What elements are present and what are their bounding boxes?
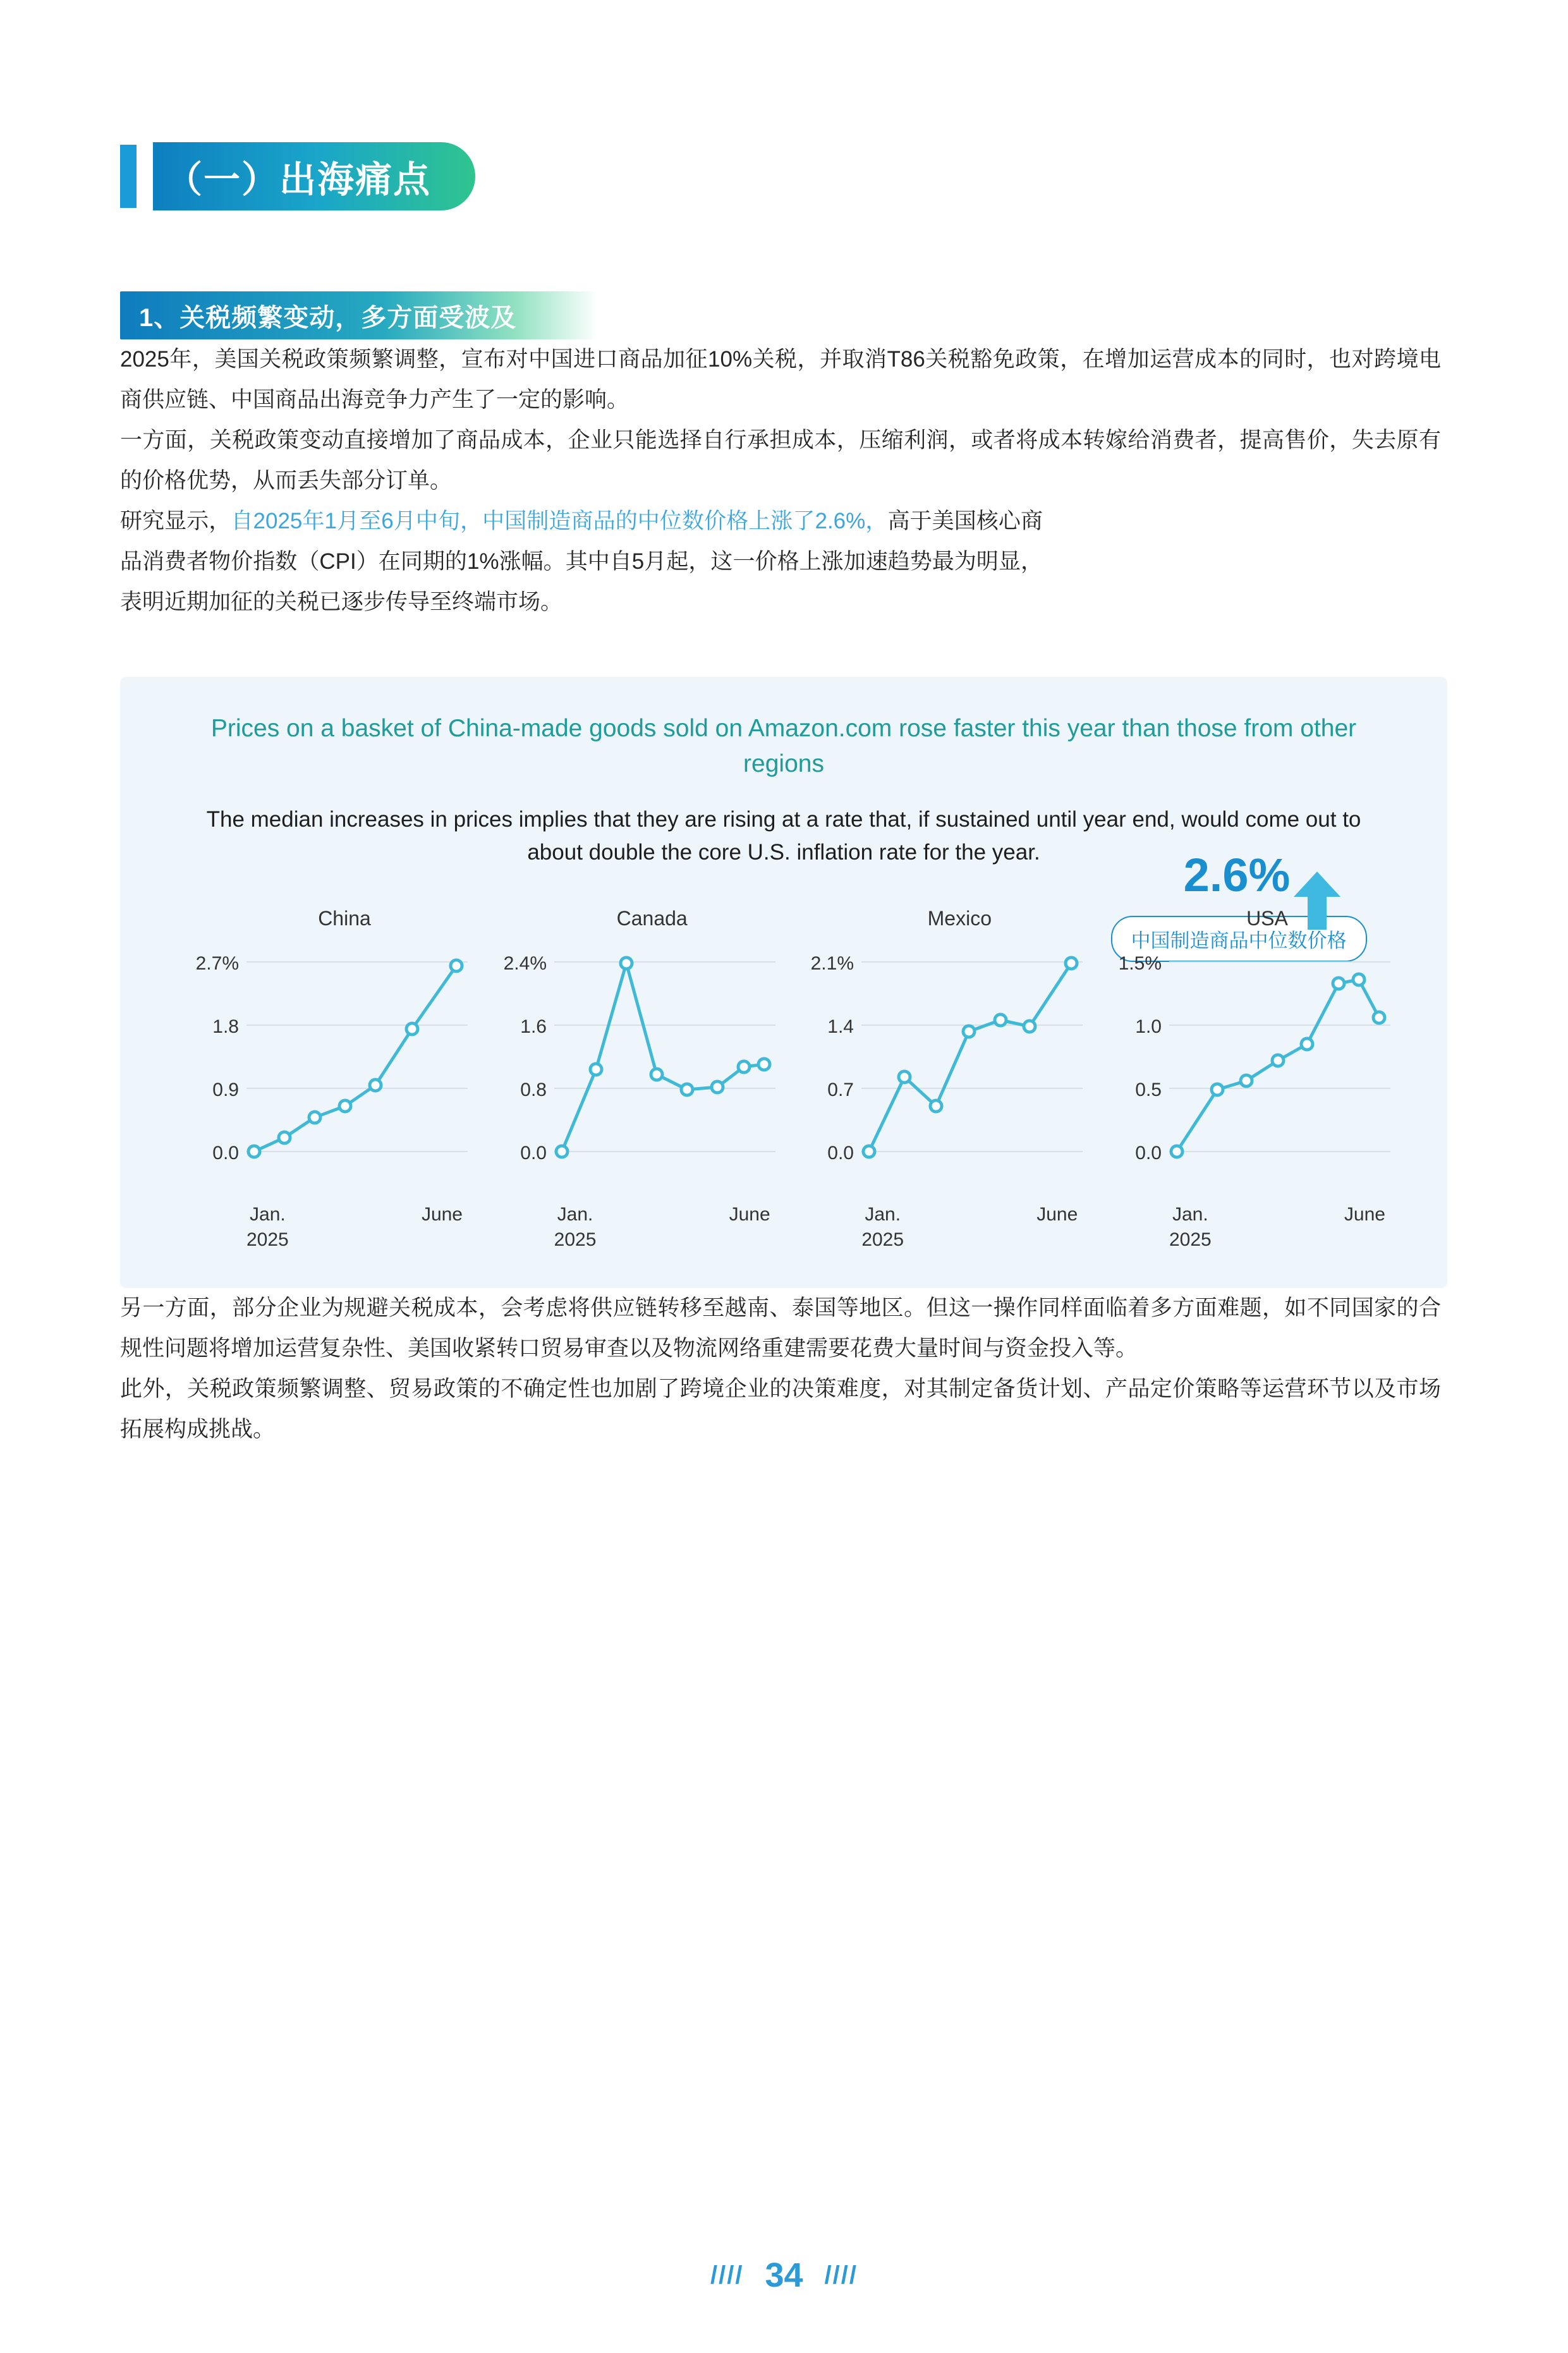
x-axis-end-china: June — [421, 1204, 463, 1225]
paragraph-1: 2025年，美国关税政策频繁调整，宣布对中国进口商品加征10%关税，并取消T86关税豁免政策，在增加运营成本的同时，也对跨境电商供应链、中国商品出海竞争力产生了一定的影响。 — [120, 347, 1441, 412]
paragraph-4: 另一方面，部分企业为规避关税成本，会考虑将供应链转移至越南、泰国等地区。但这一操作同样面临着多方面难题，如不同国家的合规性问题将增加运营复杂性、美国收紧转口贸易审查以及物流网络重建需要花费大量时间与资金投入等。 — [120, 1296, 1441, 1361]
svg-text:2.7%: 2.7% — [195, 953, 239, 974]
paragraph-3-rest: 高于美国核心商品消费者物价指数（CPI）在同期的1%涨幅。其中自5月起，这一价格上涨加速趋势最为明显，表明近期加征的关税已逐步传导至终端市场。 — [120, 509, 1043, 614]
svg-text:0.9: 0.9 — [212, 1079, 239, 1100]
section-header — [120, 136, 1448, 217]
chart-subtitle: The median increases in prices implies that they are rising at a rate that, if sustained until year end, would come out to about double the core U.S. inflation rate for the year. — [206, 807, 1361, 865]
plot-china — [171, 943, 474, 1196]
svg-text:2.1%: 2.1% — [810, 953, 854, 974]
x-axis-start-usa: Jan. 2025 — [1169, 1204, 1212, 1250]
plot-usa — [1093, 943, 1397, 1196]
footer-ornament-right: //// — [824, 2261, 858, 2289]
svg-text:1.6: 1.6 — [520, 1016, 547, 1037]
x-axis-end-usa: June — [1344, 1204, 1385, 1225]
svg-text:0.7: 0.7 — [827, 1079, 854, 1100]
section-title-pill — [153, 142, 475, 210]
chart-cell-china — [171, 907, 474, 1253]
paragraph-5: 此外，关税政策频繁调整、贸易政策的不确定性也加剧了跨境企业的决策难度，对其制定备货计划、产品定价策略等运营环节以及市场拓展构成挑战。 — [120, 1377, 1441, 1442]
svg-text:0.5: 0.5 — [1135, 1079, 1162, 1100]
x-axis-end-mexico: June — [1036, 1204, 1078, 1225]
subsection-header — [120, 291, 599, 339]
x-axis-labels-mexico — [786, 1202, 1089, 1253]
page-number: 34 — [765, 2256, 803, 2294]
paragraph-3-highlight: 自2025年1月至6月中旬，中国制造商品的中位数价格上涨了2.6%， — [231, 509, 888, 533]
chart-cell-usa — [1093, 907, 1397, 1253]
page-footer — [0, 2256, 1568, 2295]
svg-text:0.8: 0.8 — [520, 1079, 547, 1100]
stat-value-row — [1062, 844, 1416, 907]
chart-grid — [171, 907, 1397, 1253]
plot-mexico — [786, 943, 1089, 1196]
paragraph-3-lead: 研究显示， — [120, 509, 231, 533]
x-axis-labels-china — [171, 1202, 474, 1253]
svg-text:0.0: 0.0 — [1135, 1143, 1162, 1164]
subsection-title: 1、关税频繁变动，多方面受波及 — [139, 303, 517, 332]
svg-text:1.8: 1.8 — [212, 1016, 239, 1037]
paragraph-3 — [120, 501, 1043, 623]
chart-panel — [120, 677, 1447, 1288]
svg-text:2.4%: 2.4% — [503, 953, 547, 974]
chart-cell-title-china: China — [318, 907, 371, 930]
x-axis-start-china: Jan. 2025 — [246, 1204, 289, 1250]
stat-badge: 中国制造商品中位数价格 — [1111, 916, 1367, 962]
document-page — [0, 136, 1568, 2353]
section-title: （一）出海痛点 — [166, 159, 432, 200]
stat-value: 2.6% — [1183, 849, 1291, 901]
x-axis-start-mexico: Jan. 2025 — [861, 1204, 904, 1250]
x-axis-labels-usa — [1093, 1202, 1397, 1253]
chart-title: Prices on a basket of China-made goods sold on Amazon.com rose faster this year than those from other regions — [210, 715, 1357, 777]
chart-cell-mexico — [786, 907, 1089, 1253]
svg-text:1.0: 1.0 — [1135, 1016, 1162, 1037]
paragraph-2: 一方面，关税政策变动直接增加了商品成本，企业只能选择自行承担成本，压缩利润，或者将成本转嫁给消费者，提高售价，失去原有的价格优势，从而丢失部分订单。 — [120, 428, 1441, 493]
x-axis-end-canada: June — [729, 1204, 770, 1225]
x-axis-labels-canada — [478, 1202, 782, 1253]
section-accent-bar — [120, 145, 137, 208]
x-axis-start-canada: Jan. 2025 — [554, 1204, 597, 1250]
svg-text:0.0: 0.0 — [520, 1143, 547, 1164]
svg-text:0.0: 0.0 — [212, 1143, 239, 1164]
chart-cell-canada — [478, 907, 782, 1253]
chart-cell-title-canada: Canada — [616, 907, 688, 930]
chart-cell-title-mexico: Mexico — [927, 907, 992, 930]
footer-ornament-left: //// — [710, 2261, 744, 2289]
chart-cell-title-usa: USA — [1246, 907, 1288, 930]
plot-canada — [478, 943, 782, 1196]
svg-text:1.5%: 1.5% — [1118, 953, 1162, 974]
svg-text:0.0: 0.0 — [827, 1143, 854, 1164]
svg-text:1.4: 1.4 — [827, 1016, 854, 1037]
